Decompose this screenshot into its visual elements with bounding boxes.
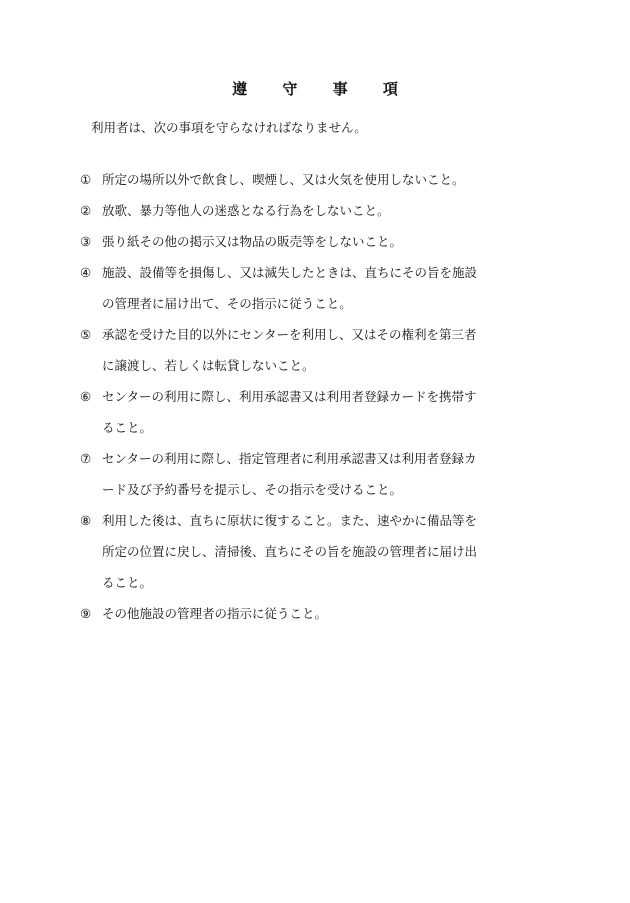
list-item	[80, 319, 480, 381]
item-number: ⑦	[80, 451, 92, 466]
item-number: ①	[80, 172, 92, 187]
title-char: 遵	[232, 80, 248, 98]
rules-list	[80, 164, 480, 629]
title-char: 守	[282, 80, 298, 98]
item-number: ⑤	[80, 327, 92, 342]
item-number: ②	[80, 203, 92, 218]
item-text: 張り紙その他の掲示又は物品の販売等をしないこと。	[102, 234, 403, 249]
item-text: 放歌、暴力等他人の迷惑となる行為をしないこと。	[102, 203, 390, 218]
item-number: ④	[80, 265, 92, 280]
title-char: 項	[382, 80, 398, 98]
list-item	[80, 164, 480, 195]
item-text: 施設、設備等を損傷し、又は滅失したときは、直ちにその旨を施設の管理者に届け出て、その指示に従うこと。	[102, 265, 478, 311]
item-text: 所定の場所以外で飲食し、喫煙し、又は火気を使用しないこと。	[102, 172, 465, 187]
list-item	[80, 226, 480, 257]
list-item	[80, 505, 480, 598]
item-text: センターの利用に際し、利用承認書又は利用者登録カードを携帯すること。	[102, 389, 477, 435]
item-number: ⑧	[80, 513, 92, 528]
item-number: ⑥	[80, 389, 92, 404]
title-char: 事	[332, 80, 348, 98]
intro-text: 利用者は、次の事項を守らなければなりません。	[91, 120, 367, 135]
list-item	[80, 443, 480, 505]
item-text: 承認を受けた目的以外にセンターを利用し、又はその権利を第三者に譲渡し、若しくは転貸しないこと。	[102, 327, 477, 373]
list-item	[80, 195, 480, 226]
page-title	[0, 78, 630, 99]
item-text: 利用した後は、直ちに原状に復すること。また、速やかに備品等を所定の位置に戻し、清掃後、直ちにその旨を施設の管理者に届け出ること。	[102, 513, 478, 590]
list-item	[80, 381, 480, 443]
list-item	[80, 598, 480, 629]
item-number: ⑨	[80, 606, 92, 621]
item-number: ③	[80, 234, 92, 249]
item-text: センターの利用に際し、指定管理者に利用承認書又は利用者登録カード及び予約番号を提示し、その指示を受けること。	[102, 451, 477, 497]
item-text: その他施設の管理者の指示に従うこと。	[102, 606, 328, 621]
list-item	[80, 257, 480, 319]
